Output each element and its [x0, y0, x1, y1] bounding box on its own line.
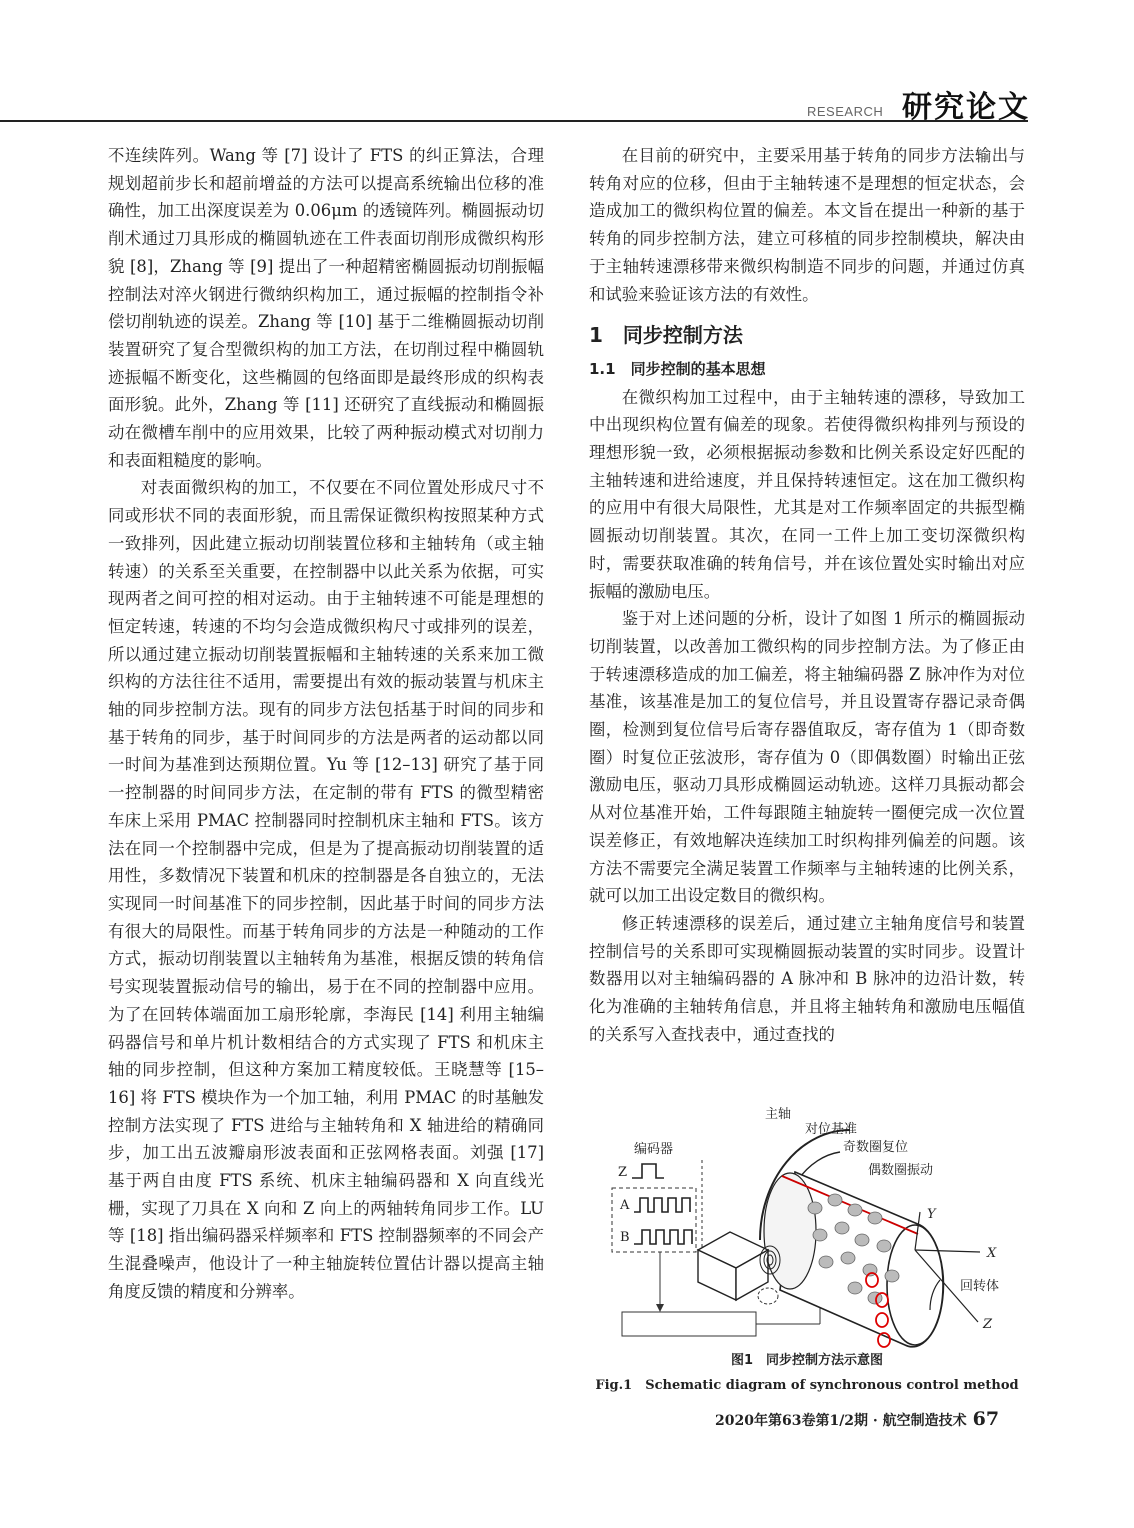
page-number: 67	[972, 1408, 1000, 1430]
label-odd-reset: 奇数圈复位	[843, 1140, 909, 1155]
left-paragraph-2: 对表面微织构的加工，不仅要在不同位置处形成尺寸不同或形状不同的表面形貌，而且需保证微织构按照某种方式一致排列，因此建立振动切削装置位移和主轴转角（或主轴转速）的关系至关重要，在控制器中以此关系为依据，可实现两者之间可控的相对运动。由于主轴转速不可能是理想的恒定转速，转速的不均匀会造成微织构尺寸或排列的误差，所以通过建立振动切削装置振幅和主轴转速的关系来加工微织构的方法往往不适用，需要提出有效的振动装置与机床主轴的同步控制方法。现有的同步方法包括基于时间的同步和基于转角的同步，基于时间同步的方法是两者的运动都以同一时间为基准到达预期位置。Yu 等 [12–13] 研究了基于同一控制器的时间同步方法，在定制的带有 FTS 的微型精密车床上采用 PMAC 控制器同时控制机床主轴和 FTS。该方法在同一个控制器中完成，但是为了提高振动切削装置的适用性，多数情况下装置和机床的控制器是各自独立的，无法实现同一时间基准下的同步控制，因此基于时间的同步方法有很大的局限性。而基于转角同步的方法是一种随动的工作方式，振动切削装置以主轴转角为基准，根据反馈的转角信号实现装置振动信号的输出，易于在不同的控制器中应用。为了在回转体端面加工扇形轮廓，李海民 [14] 利用主轴编码器信号和单片机计数相结合的方式实现了 FTS 和机床主轴的同步控制，但这种方案加工精度较低。王晓慧等 [15–16] 将 FTS 模块作为一个加工轴，利用 PMAC 的时基触发控制方法实现了 FTS 进给与主轴转角和 X 轴进给的精确同步，加工出五波瓣扇形波表面和正弦网格表面。刘强 [17] 基于两自由度 FTS 系统、机床主轴编码器和 X 向直线光栅，实现了刀具在 X 向和 Z 向上的两轴转角同步工作。LU 等 [18] 指出编码器采样频率和 FTS 控制器频率的不同会产生混叠噪声，他设计了一种主轴旋转位置估计器以提高主轴角度反馈的精度和分辨率。	[108, 478, 544, 1301]
label-align-ref: 对位基准	[805, 1122, 858, 1137]
label-even-vib: 偶数圈振动	[868, 1163, 934, 1178]
right-paragraph-3: 修正转速漂移的误差后，通过建立主轴角度信号和装置控制信号的关系即可实现椭圆振动装置的实时同步。设置计数器用以对主轴编码器的 A 脉冲和 B 脉冲的边沿计数，转化为准确的主轴转角信息，并且将主轴转角和激励电压幅值的关系写入查找表中，通过查找的	[589, 913, 1025, 1044]
footer-journal: 2020年第63卷第1/2期 · 航空制造技术	[715, 1413, 967, 1429]
label-axis-y: Y	[927, 1207, 936, 1222]
right-column	[589, 142, 1025, 1049]
label-axis-z: Z	[983, 1317, 993, 1332]
left-paragraph-1: 不连续阵列。Wang 等 [7] 设计了 FTS 的纠正算法，合理规划超前步长和超前增益的方法可以提高系统输出位移的准确性，加工出深度误差为 0.06μm 的透镜阵列。椭圆振动切削术通过刀具形成的椭圆轨迹在工件表面切削形成微织构形貌 [8]，Zhang 等 [9] 提出了一种超精密椭圆振动切削振幅控制法对淬火钢进行微纳织构加工，通过振幅的控制指令补偿切削轨迹的误差。Zhang 等 [10] 基于二维椭圆振动切削装置研究了复合型微织构的加工方法，在切削过程中椭圆轨迹振幅不断变化，这些椭圆的包络面即是最终形成的织构表面形貌。此外，Zhang 等 [11] 还研究了直线振动和椭圆振动在微槽车削中的应用效果，比较了两种振动模式对切削力和表面粗糙度的影响。	[108, 146, 544, 470]
section-heading: 1 同步控制方法	[589, 323, 743, 348]
figure-1	[600, 1100, 1020, 1360]
figure-caption-en: Fig.1 Schematic diagram of synchronous control method	[595, 1378, 1019, 1393]
left-column	[108, 142, 544, 1306]
label-encoder: 编码器	[634, 1142, 674, 1157]
label-spindle: 主轴	[765, 1107, 792, 1122]
page-footer	[715, 1408, 999, 1430]
right-intro: 在目前的研究中，主要采用基于转角的同步方法输出与转角对应的位移，但由于主轴转速不是理想的恒定状态，会造成加工的微织构位置的偏差。本文旨在提出一种新的基于转角的同步控制方法，建立可移植的同步控制模块，解决由于主轴转速漂移带来微织构制造不同步的问题，并通过仿真和试验来验证该方法的有效性。	[589, 146, 1025, 304]
label-axis-x: X	[987, 1246, 997, 1261]
header-section: 研究论文	[902, 90, 1030, 125]
label-a: A	[620, 1198, 630, 1213]
label-b: B	[620, 1230, 630, 1245]
right-paragraph-2: 鉴于对上述问题的分析，设计了如图 1 所示的椭圆振动切削装置，以改善加工微织构的同步控制方法。为了修正由于转速漂移造成的加工偏差，将主轴编码器 Z 脉冲作为对位基准，该基准是加工的复位信号，并且设置寄存器记录奇偶圈，检测到复位信号后寄存器值取反，寄存值为 1（即奇数圈）时复位正弦波形，寄存值为 0（即偶数圈）时输出正弦激励电压，驱动刀具形成椭圆运动轨迹。这样刀具振动都会从对位基准开始，工件每跟随主轴旋转一圈便完成一次位置误差修正，有效地解决连续加工时织构排列偏差的问题。该方法不需要完全满足装置工作频率与主轴转速的比例关系，就可以加工出设定数目的微织构。	[589, 609, 1025, 906]
subsection-heading: 1.1 同步控制的基本思想	[589, 359, 766, 378]
label-rotor: 回转体	[960, 1279, 1000, 1294]
header-research: RESEARCH	[807, 104, 884, 119]
right-paragraph-1: 在微织构加工过程中，由于主轴转速的漂移，导致加工中出现织构位置有偏差的现象。若使得微织构排列与预设的理想形貌一致，必须根据振动参数和比例关系设定好匹配的主轴转速和进给速度，并且保持转速恒定。这在加工微织构的应用中有很大局限性，尤其是对工作频率固定的共振型椭圆振动切削装置。其次，在同一工件上加工变切深微织构时，需要获取准确的转角信号，并在该位置处实时输出对应振幅的激励电压。	[589, 387, 1025, 601]
figure-caption-cn: 图1 同步控制方法示意图	[730, 1353, 884, 1368]
header-rule	[0, 120, 1028, 122]
label-z: Z	[618, 1165, 628, 1180]
